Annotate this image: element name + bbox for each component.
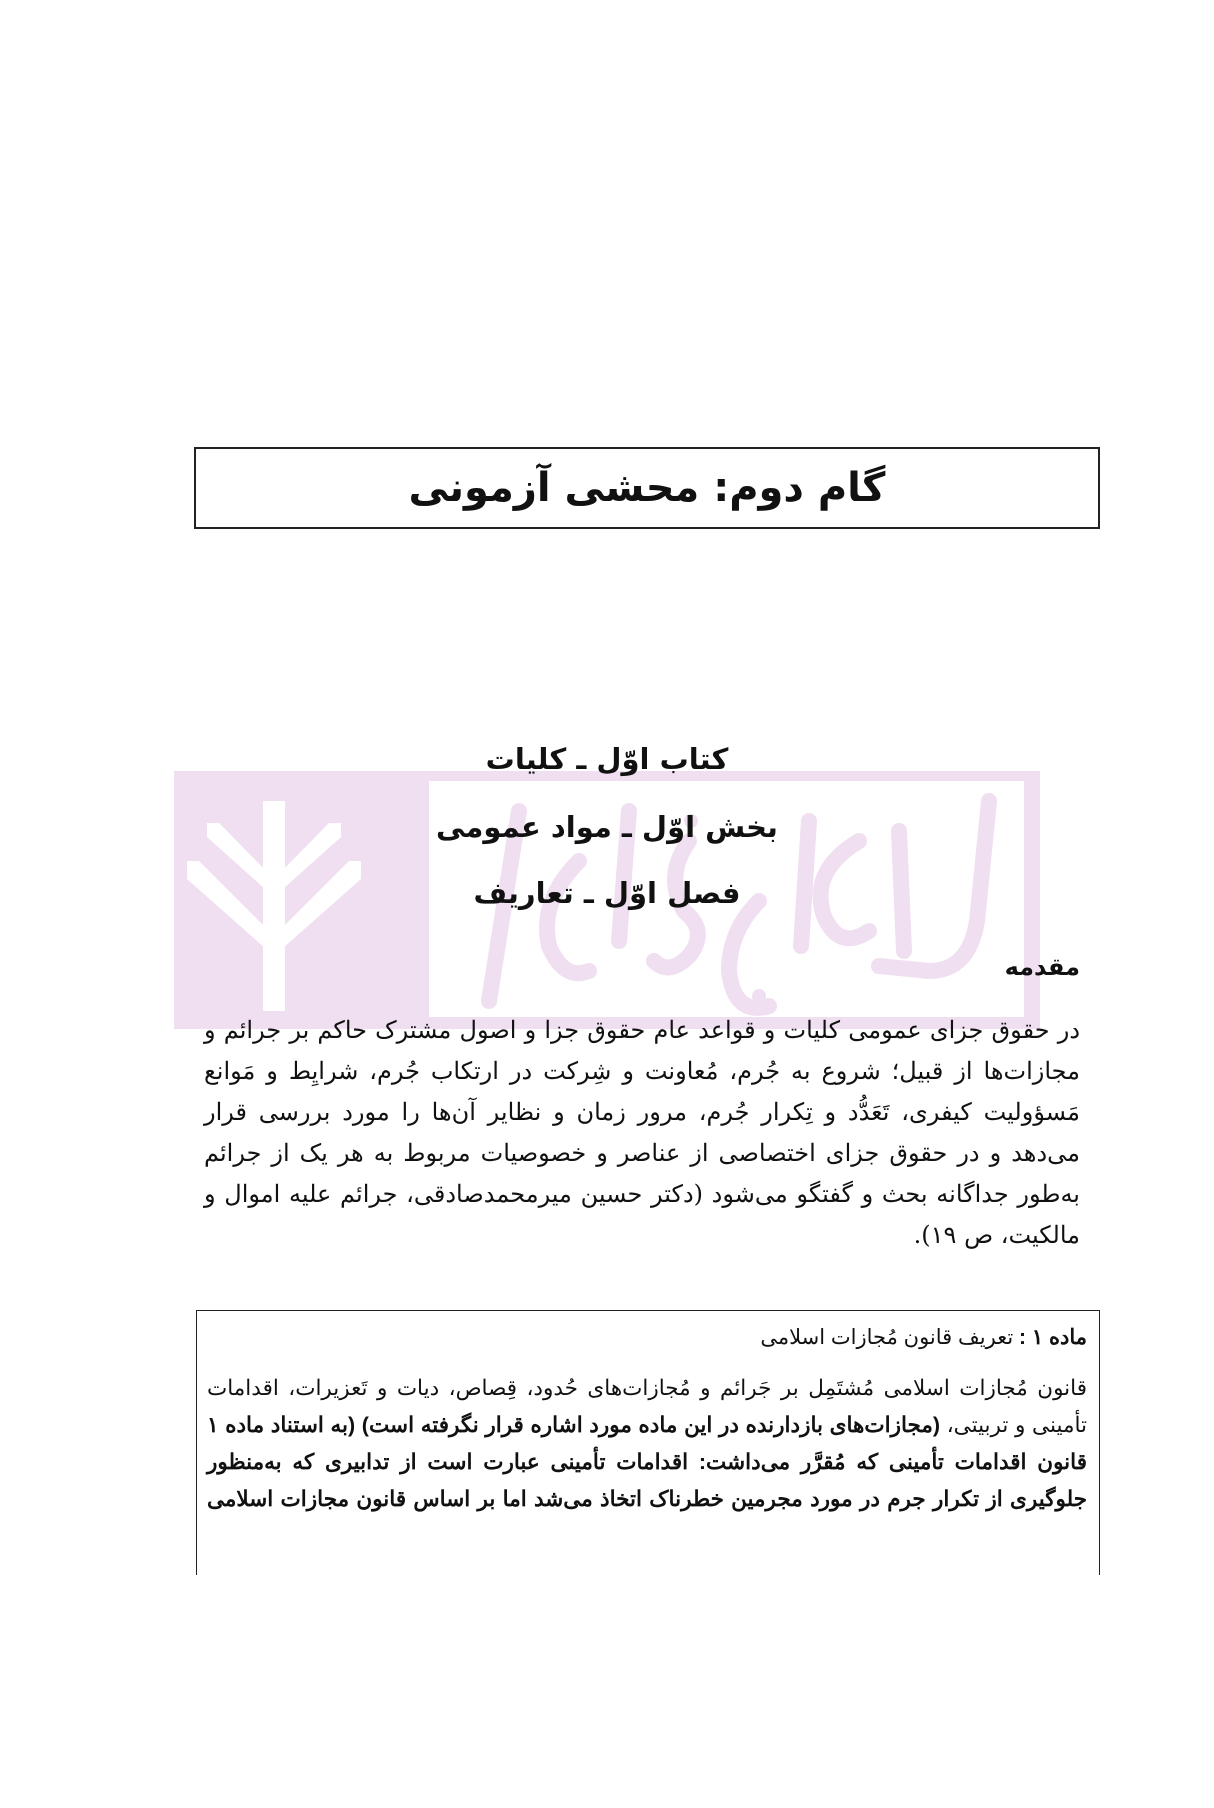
article-box [196,1310,1100,1575]
heading-box [194,447,1100,529]
part-title: بخش اوّل ـ مواد عمومی [436,810,778,844]
article-body [207,1370,1087,1518]
intro-label: مقدمه [1004,953,1080,981]
article-body-bold: (مجازات‌های بازدارنده در این ماده مورد اشاره قرار نگرفته است) (به استناد ماده ۱ قانون اقدامات تأمینی که مُقرَّر می‌داشت: اقدامات تأمینی عبارت است از تدابیری که به‌منظور جلوگیری از تکرار جرم در مورد مجرمین خطرناک اتخاذ می‌شد اما بر اساس قانون مجازات اسلامی [207,1413,1087,1511]
chapter-title: فصل اوّل ـ تعاریف [473,876,741,910]
article-header [207,1324,1087,1352]
intro-paragraph: در حقوق جزای عمومی کلیات و قواعد عام حقوق جزا و اصول مشترک حاکم بر جرائم و مجازات‌ها از قبیل؛ شروع به جُرم، مُعاونت و شِرکت در ارتکاب جُرم، شرایِط و مَوانع مَسؤولیت کیفری، تَعَدُّد و تِکرار جُرم، مرور زمان و نظایر آن‌ها را مورد بررسی قرار می‌دهد و در حقوق جزای اختصاصی از عناصر و خصوصیات مربوط به هر یک از جرائم به‌طور جداگانه بحث و گفتگو می‌شود (دکتر حسین میرمحمدصادقی، جرائم علیه اموال و مالکیت، ص ۱۹). [204,1016,1080,1249]
page-heading: گام دوم: محشی آزمونی [408,465,886,511]
book-title: کتاب اوّل ـ کلیات [485,742,729,776]
article-number: ماده ۱ : [1019,1326,1087,1349]
article-title: تعریف قانون مُجازات اسلامی [760,1326,1014,1349]
article-body-regular: قانون مُجازات اسلامی مُشتَمِل بر جَرائم و مُجازات‌های حُدود، قِصاص، دیات و تَعزیرات، اقدامات تأمینی و تربیتی، [207,1376,1087,1437]
